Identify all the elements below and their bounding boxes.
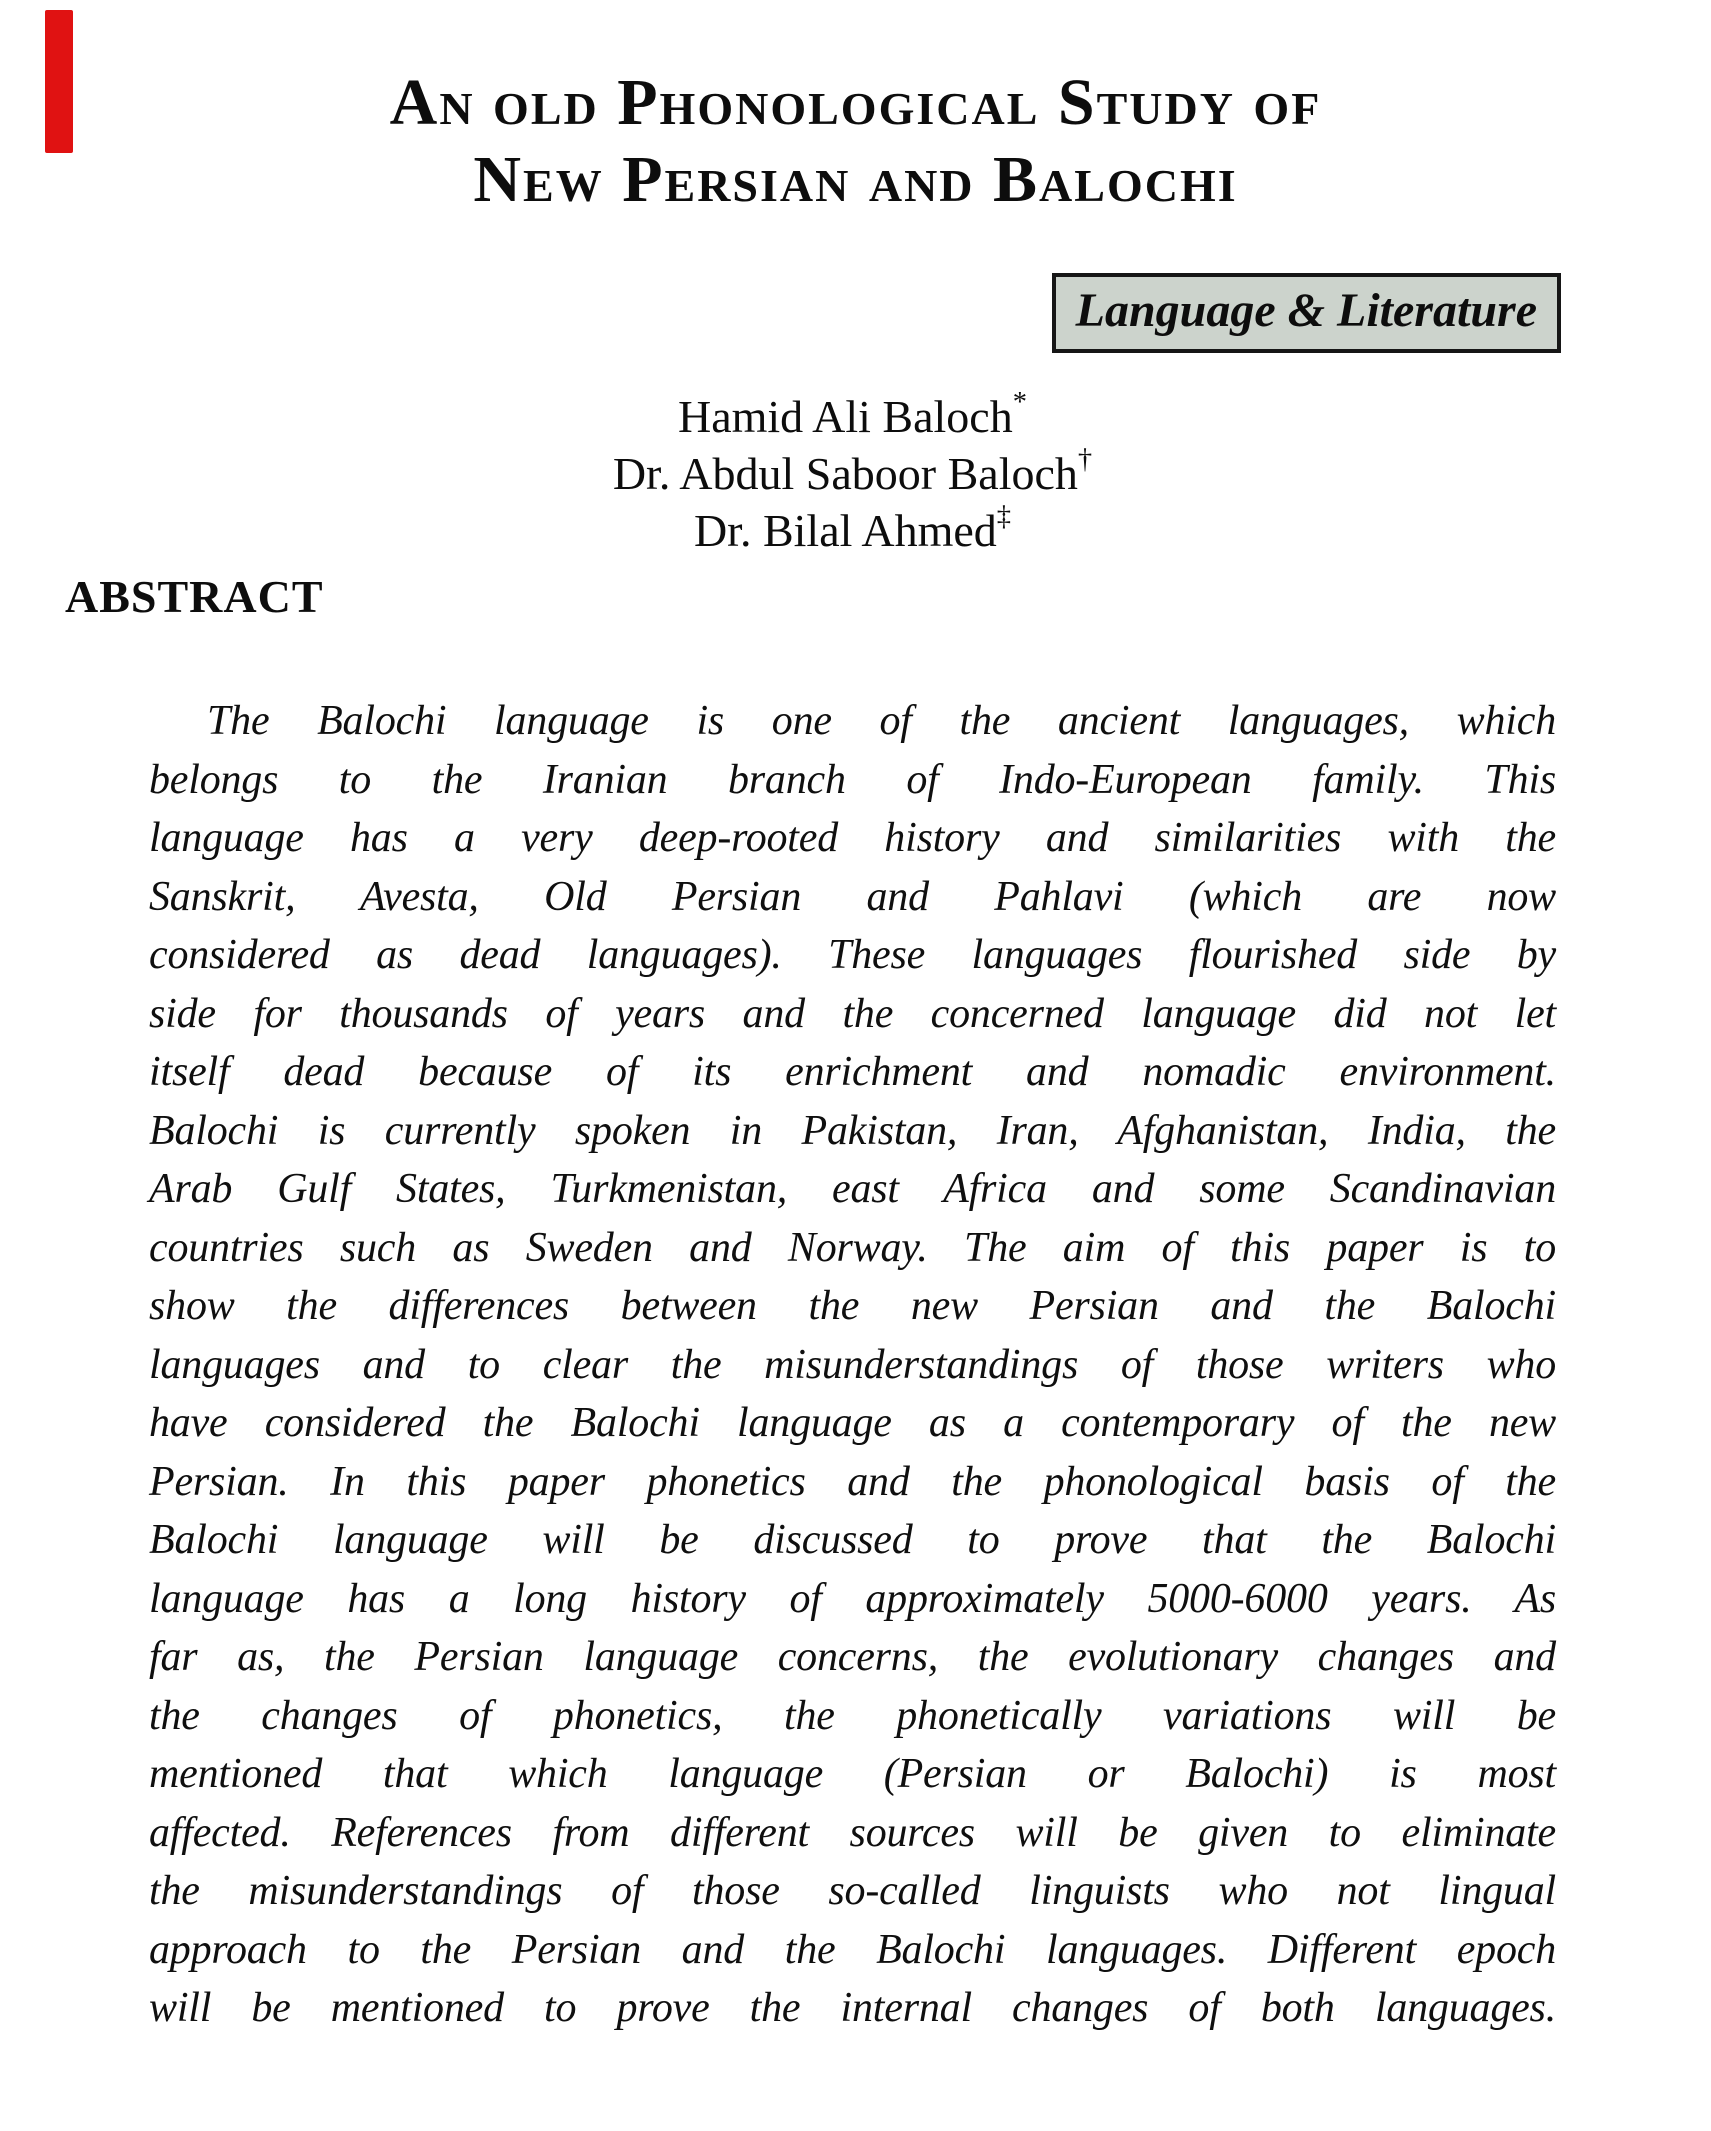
author-affiliation-mark: † (1077, 443, 1093, 475)
abstract-line: approach to the Persian and the Balochi languages. Different epoch (149, 1926, 1556, 1973)
abstract-line: Persian. In this paper phonetics and the phonological basis of the (149, 1458, 1556, 1505)
author-affiliation-mark: * (1012, 386, 1027, 418)
abstract-line: countries such as Sweden and Norway. The aim of this paper is to (149, 1224, 1556, 1271)
abstract-paragraph (149, 692, 1556, 2038)
category-badge: Language & Literature (1052, 273, 1561, 353)
abstract-line: far as, the Persian language concerns, the evolutionary changes and (149, 1634, 1556, 1680)
abstract-line: affected. References from different sources will be given to eliminate (149, 1809, 1556, 1856)
abstract-line: Sanskrit, Avesta, Old Persian and Pahlavi (which are now (149, 873, 1556, 920)
abstract-line: the misunderstandings of those so-called linguists who not lingual (149, 1868, 1556, 1914)
author-line (149, 388, 1556, 445)
abstract-line: language has a long history of approximately 5000-6000 years. As (149, 1575, 1556, 1622)
paper-title-line-1: An old Phonological Study of (389, 66, 1322, 139)
abstract-heading: ABSTRACT (65, 571, 324, 622)
author-affiliation-mark: ‡ (996, 500, 1012, 532)
abstract-line: itself dead because of its enrichment and nomadic environment. (149, 1049, 1556, 1095)
abstract-line: side for thousands of years and the concerned language did not let (149, 990, 1556, 1037)
abstract-line: belongs to the Iranian branch of Indo-European family. This (149, 756, 1556, 803)
abstract-line: language has a very deep-rooted history and similarities with the (149, 815, 1556, 861)
abstract-line: Balochi language will be discussed to prove that the Balochi (149, 1517, 1556, 1563)
author-list (149, 388, 1556, 559)
abstract-line: Balochi is currently spoken in Pakistan, Iran, Afghanistan, India, the (149, 1107, 1556, 1154)
author-name: Dr. Abdul Saboor Baloch (612, 448, 1078, 499)
abstract-line: Arab Gulf States, Turkmenistan, east Africa and some Scandinavian (149, 1166, 1556, 1212)
author-line (149, 445, 1556, 502)
author-line (149, 502, 1556, 559)
abstract-line: considered as dead languages). These languages flourished side by (149, 932, 1556, 978)
abstract-line: will be mentioned to prove the internal changes of both languages. (149, 1985, 1556, 2031)
abstract-line: The Balochi language is one of the ancient languages, which (207, 698, 1556, 744)
abstract-line: the changes of phonetics, the phonetically variations will be (149, 1692, 1556, 1739)
abstract-line: languages and to clear the misunderstandings of those writers who (149, 1341, 1556, 1388)
author-name: Hamid Ali Baloch (677, 391, 1013, 442)
abstract-line: show the differences between the new Persian and the Balochi (149, 1283, 1556, 1329)
paper-title (0, 64, 1711, 218)
abstract-line: have considered the Balochi language as a contemporary of the new (149, 1400, 1556, 1446)
author-name: Dr. Bilal Ahmed (693, 505, 997, 556)
paper-title-line-2: New Persian and Balochi (473, 143, 1238, 216)
abstract-line: mentioned that which language (Persian or Balochi) is most (149, 1751, 1556, 1797)
